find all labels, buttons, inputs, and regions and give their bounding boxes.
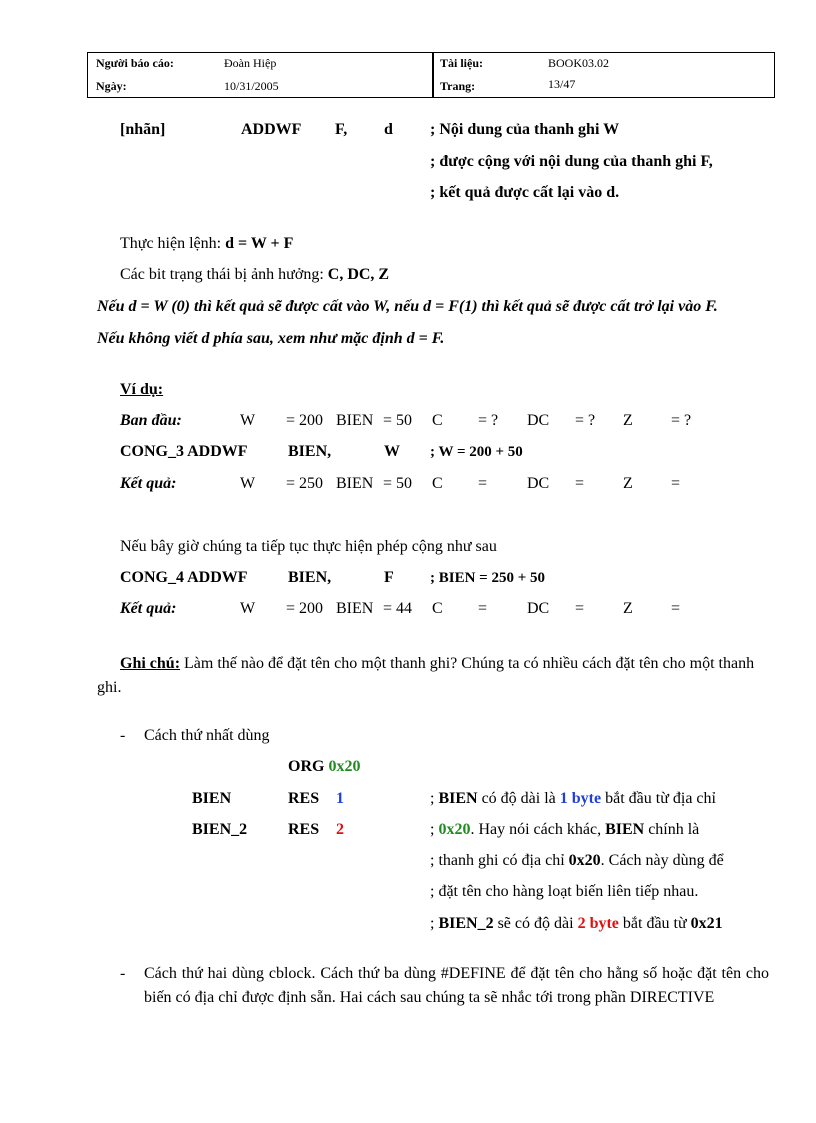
syntax-instruction: ADDWF — [241, 121, 302, 138]
comment-bien: BIEN — [605, 821, 645, 838]
comment-text: chính là — [644, 821, 700, 838]
document-label: Tài liệu: — [440, 56, 484, 70]
initial-bien-value: = 50 — [383, 412, 413, 429]
document-header — [87, 52, 775, 98]
method-1-dash: - — [120, 727, 126, 744]
initial-z: Z — [623, 412, 633, 429]
syntax-comment-1: ; Nội dung của thanh ghi W — [430, 121, 620, 138]
result-1-bien-value: = 50 — [383, 475, 413, 492]
date-label: Ngày: — [96, 79, 127, 93]
method-1-comment-3 — [430, 852, 724, 870]
result-2-c-eq: = — [478, 600, 488, 617]
note-text: Làm thế nào để đặt tên cho một thanh ghi? Chúng ta có nhiều cách đặt tên cho một thanh ghi. — [97, 655, 755, 696]
date-value: 10/31/2005 — [224, 79, 279, 93]
result-1-dc: DC — [527, 475, 550, 492]
syntax-comment-3: ; kết quả được cất lại vào d. — [430, 184, 620, 201]
result-2-bien-value: = 44 — [383, 600, 413, 617]
cong3-comment: ; W = 200 + 50 — [430, 444, 523, 460]
cong4-operand-1: BIEN, — [288, 569, 332, 586]
note-paragraph — [97, 652, 769, 700]
org-address: 0x20 — [328, 758, 361, 775]
comment-text: . Cách này dùng để — [600, 852, 724, 869]
comment-text: bắt đầu từ địa chỉ — [601, 790, 716, 807]
result-2-bien: BIEN — [336, 600, 374, 617]
initial-w: W — [240, 412, 256, 429]
result-2-dc: DC — [527, 600, 550, 617]
initial-w-value: = 200 — [286, 412, 324, 429]
cong3-instruction: CONG_3 ADDWF — [120, 443, 248, 460]
result-2-c: C — [432, 600, 443, 617]
continue-text: Nếu bây giờ chúng ta tiếp tục thực hiện phép cộng như sau — [120, 538, 497, 555]
result-1-bien: BIEN — [336, 475, 374, 492]
method-2-text: Cách thứ hai dùng cblock. Cách thứ ba dùng #DEFINE để đặt tên cho hằng số hoặc đặt tên cho biến có địa chỉ được định sẵn. Hai cách sau chúng ta sẽ nhắc tới trong phần DIRECTIVE — [144, 965, 769, 1006]
cong3-operand-1: BIEN, — [288, 443, 332, 460]
initial-bien: BIEN — [336, 412, 374, 429]
method-1-text: Cách thứ nhất dùng — [144, 727, 270, 744]
page-label: Trang: — [440, 79, 476, 93]
cong4-comment: ; BIEN = 250 + 50 — [430, 570, 546, 586]
res-bien2-name: BIEN_2 — [192, 821, 248, 838]
result-1-w-value: = 250 — [286, 475, 324, 492]
result-2-z-eq: = — [671, 600, 681, 617]
comment-text: sẽ có độ dài — [493, 915, 578, 932]
execution-line — [120, 235, 293, 253]
result-2-w: W — [240, 600, 256, 617]
res-bien2-size: 2 — [336, 821, 344, 838]
org-keyword: ORG — [288, 758, 325, 775]
syntax-label: [nhãn] — [120, 121, 166, 138]
result-1-c: C — [432, 475, 443, 492]
reporter-label: Người báo cáo: — [96, 56, 174, 70]
result-2-label: Kết quả: — [120, 600, 177, 617]
cong4-instruction: CONG_4 ADDWF — [120, 569, 248, 586]
execution-formula: d = W + F — [225, 235, 294, 252]
result-1-dc-eq: = — [575, 475, 585, 492]
syntax-operand-f: F, — [335, 121, 348, 138]
result-1-c-eq: = — [478, 475, 488, 492]
note-label: Ghi chú: — [120, 655, 181, 672]
comment-text: ; thanh ghi có địa chỉ — [430, 852, 569, 869]
method-1-comment-4: ; đặt tên cho hàng loạt biến liên tiếp nhau. — [430, 883, 699, 900]
page-value: 13/47 — [548, 77, 576, 91]
flags-list: C, DC, Z — [327, 266, 390, 283]
comment-address: 0x21 — [690, 915, 723, 932]
comment-address: 0x20 — [438, 821, 471, 838]
org-directive — [288, 758, 360, 776]
comment-text: có độ dài là — [477, 790, 560, 807]
method-1-comment-2 — [430, 821, 699, 839]
syntax-comment-2: ; được cộng với nội dung của thanh ghi F, — [430, 153, 713, 170]
comment-prefix: ; — [430, 821, 439, 838]
initial-dc-value: = ? — [575, 412, 596, 429]
initial-label: Ban đầu: — [120, 412, 182, 429]
comment-prefix: ; — [430, 915, 439, 932]
comment-size-1byte: 1 byte — [559, 790, 602, 807]
comment-bien2: BIEN_2 — [438, 915, 494, 932]
cong4-operand-2: F — [384, 569, 394, 586]
res-bien-size: 1 — [336, 790, 344, 807]
res-bien-keyword: RES — [288, 790, 320, 807]
cong3-operand-2: W — [384, 443, 400, 460]
comment-size-2byte: 2 byte — [577, 915, 619, 932]
flags-line — [120, 266, 389, 284]
comment-address: 0x20 — [568, 852, 601, 869]
note-d-default: Nếu không viết d phía sau, xem như mặc định d = F. — [97, 330, 445, 347]
result-1-label: Kết quả: — [120, 475, 177, 492]
initial-dc: DC — [527, 412, 550, 429]
initial-c: C — [432, 412, 443, 429]
result-2-z: Z — [623, 600, 633, 617]
method-2-dash: - — [120, 965, 126, 982]
comment-text: bắt đầu từ — [618, 915, 691, 932]
document-value: BOOK03.02 — [548, 56, 610, 70]
result-2-w-value: = 200 — [286, 600, 324, 617]
example-title: Ví dụ: — [120, 381, 164, 398]
flags-prefix: Các bit trạng thái bị ảnh hưởng: — [120, 266, 328, 283]
result-1-z: Z — [623, 475, 633, 492]
comment-bien: BIEN — [438, 790, 478, 807]
res-bien2-keyword: RES — [288, 821, 320, 838]
method-1-comment-5 — [430, 915, 723, 933]
syntax-operand-d: d — [384, 121, 393, 138]
result-1-w: W — [240, 475, 256, 492]
execution-prefix: Thực hiện lệnh: — [120, 235, 226, 252]
result-1-z-eq: = — [671, 475, 681, 492]
result-2-dc-eq: = — [575, 600, 585, 617]
comment-text: . Hay nói cách khác, — [470, 821, 606, 838]
header-divider — [432, 53, 434, 97]
method-1-comment-1 — [430, 790, 716, 808]
note-d-destination: Nếu d = W (0) thì kết quả sẽ được cất vào W, nếu d = F(1) thì kết quả sẽ được cất trở lại vào F. — [97, 298, 718, 315]
initial-c-value: = ? — [478, 412, 499, 429]
initial-z-value: = ? — [671, 412, 692, 429]
res-bien-name: BIEN — [192, 790, 232, 807]
comment-prefix: ; — [430, 790, 439, 807]
reporter-value: Đoàn Hiệp — [224, 56, 277, 70]
